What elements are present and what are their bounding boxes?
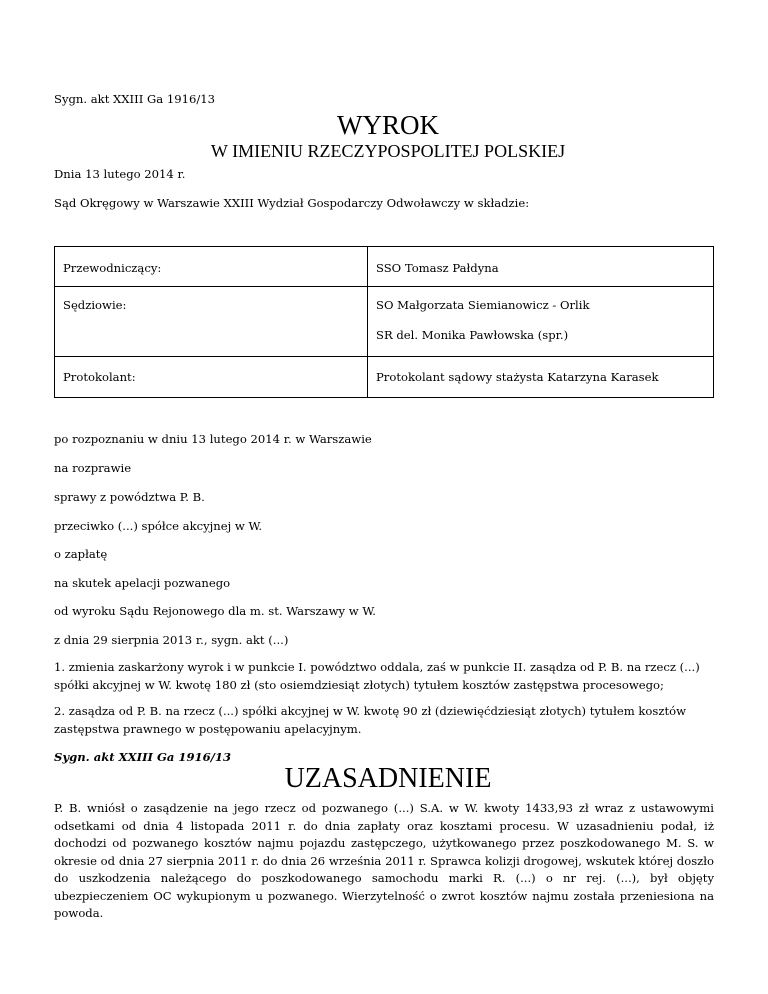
proceeding-line: od wyroku Sądu Rejonowego dla m. st. Warszawy w W. xyxy=(54,604,376,618)
table-row xyxy=(55,247,714,287)
proceeding-line: przeciwko (...) spółce akcyjnej w W. xyxy=(54,519,263,533)
ruling-point-2: 2. zasądza od P. B. na rzecz (...) spółki akcyjnej w W. kwotę 90 zł (dziewięćdziesiąt złotych) tytułem kosztów zastępstwa prawnego w postępowaniu apelacyjnym. xyxy=(54,704,687,736)
judgment-date: Dnia 13 lutego 2014 r. xyxy=(54,167,186,181)
case-reference: Sygn. akt XXIII Ga 1916/13 xyxy=(54,92,215,106)
judge-name: SR del. Monika Pawłowska (spr.) xyxy=(376,328,569,342)
document-subtitle: W IMIENIU RZECZYPOSPOLITEJ POLSKIEJ xyxy=(210,141,566,161)
role-cell: Przewodniczący: xyxy=(55,247,368,287)
clerk-name: Protokolant sądowy stażysta Katarzyna Karasek xyxy=(376,370,659,384)
proceeding-line: po rozpoznaniu w dniu 13 lutego 2014 r. w Warszawie xyxy=(54,432,372,446)
justification-case-reference: Sygn. akt XXIII Ga 1916/13 xyxy=(54,750,232,764)
names-cell xyxy=(368,357,714,398)
role-cell: Sędziowie: xyxy=(55,287,368,357)
proceeding-line: z dnia 29 sierpnia 2013 r., sygn. akt (...) xyxy=(54,633,289,647)
table-row xyxy=(55,357,714,398)
judge-name: SSO Tomasz Pałdyna xyxy=(376,261,499,275)
document-title: WYROK xyxy=(337,110,439,140)
court-name: Sąd Okręgowy w Warszawie XXIII Wydział Gospodarczy Odwoławczy w składzie: xyxy=(54,196,530,210)
names-cell xyxy=(368,247,714,287)
court-composition-table xyxy=(54,246,714,398)
names-cell xyxy=(368,287,714,357)
judge-name: SO Małgorzata Siemianowicz - Orlik xyxy=(376,298,590,312)
justification-title: UZASADNIENIE xyxy=(284,763,492,794)
proceeding-line: na skutek apelacji pozwanego xyxy=(54,576,231,590)
proceeding-line: o zapłatę xyxy=(54,547,108,561)
ruling-point-1: 1. zmienia zaskarżony wyrok i w punkcie I. powództwo oddala, zaś w punkcie II. zasądza od P. B. na rzecz (...) spółki akcyjnej w W. kwotę 180 zł (sto osiemdziesiąt złotych) tytułem kosztów zastępstwa procesowego; xyxy=(54,660,700,692)
justification-paragraph: P. B. wniósł o zasądzenie na jego rzecz od pozwanego (...) S.A. w W. kwoty 1433,93 zł wraz z ustawowymi odsetkami od dnia 4 listopada 2011 r. do dnia zapłaty oraz kosztami procesu. W uzasadnieniu podał, iż dochodzi od pozwanego kosztów najmu pojazdu zastępczego, użytkowanego przez poszkodowanego M. S. w okresie od dnia 27 sierpnia 2011 r. do dnia 26 września 2011 r. Sprawca kolizji drogowej, wskutek której doszło do uszkodzenia należącego do poszkodowanego samochodu marki R. (...) o nr rej. (...), był objęty ubezpieczeniem OC wykupionym u pozwanego. Wierzytelność o zwrot kosztów najmu została przeniesiona na powoda. xyxy=(54,801,714,920)
proceeding-line: sprawy z powództwa P. B. xyxy=(54,490,205,504)
role-cell: Protokolant: xyxy=(55,357,368,398)
table-row xyxy=(55,287,714,357)
proceeding-line: na rozprawie xyxy=(54,461,132,475)
